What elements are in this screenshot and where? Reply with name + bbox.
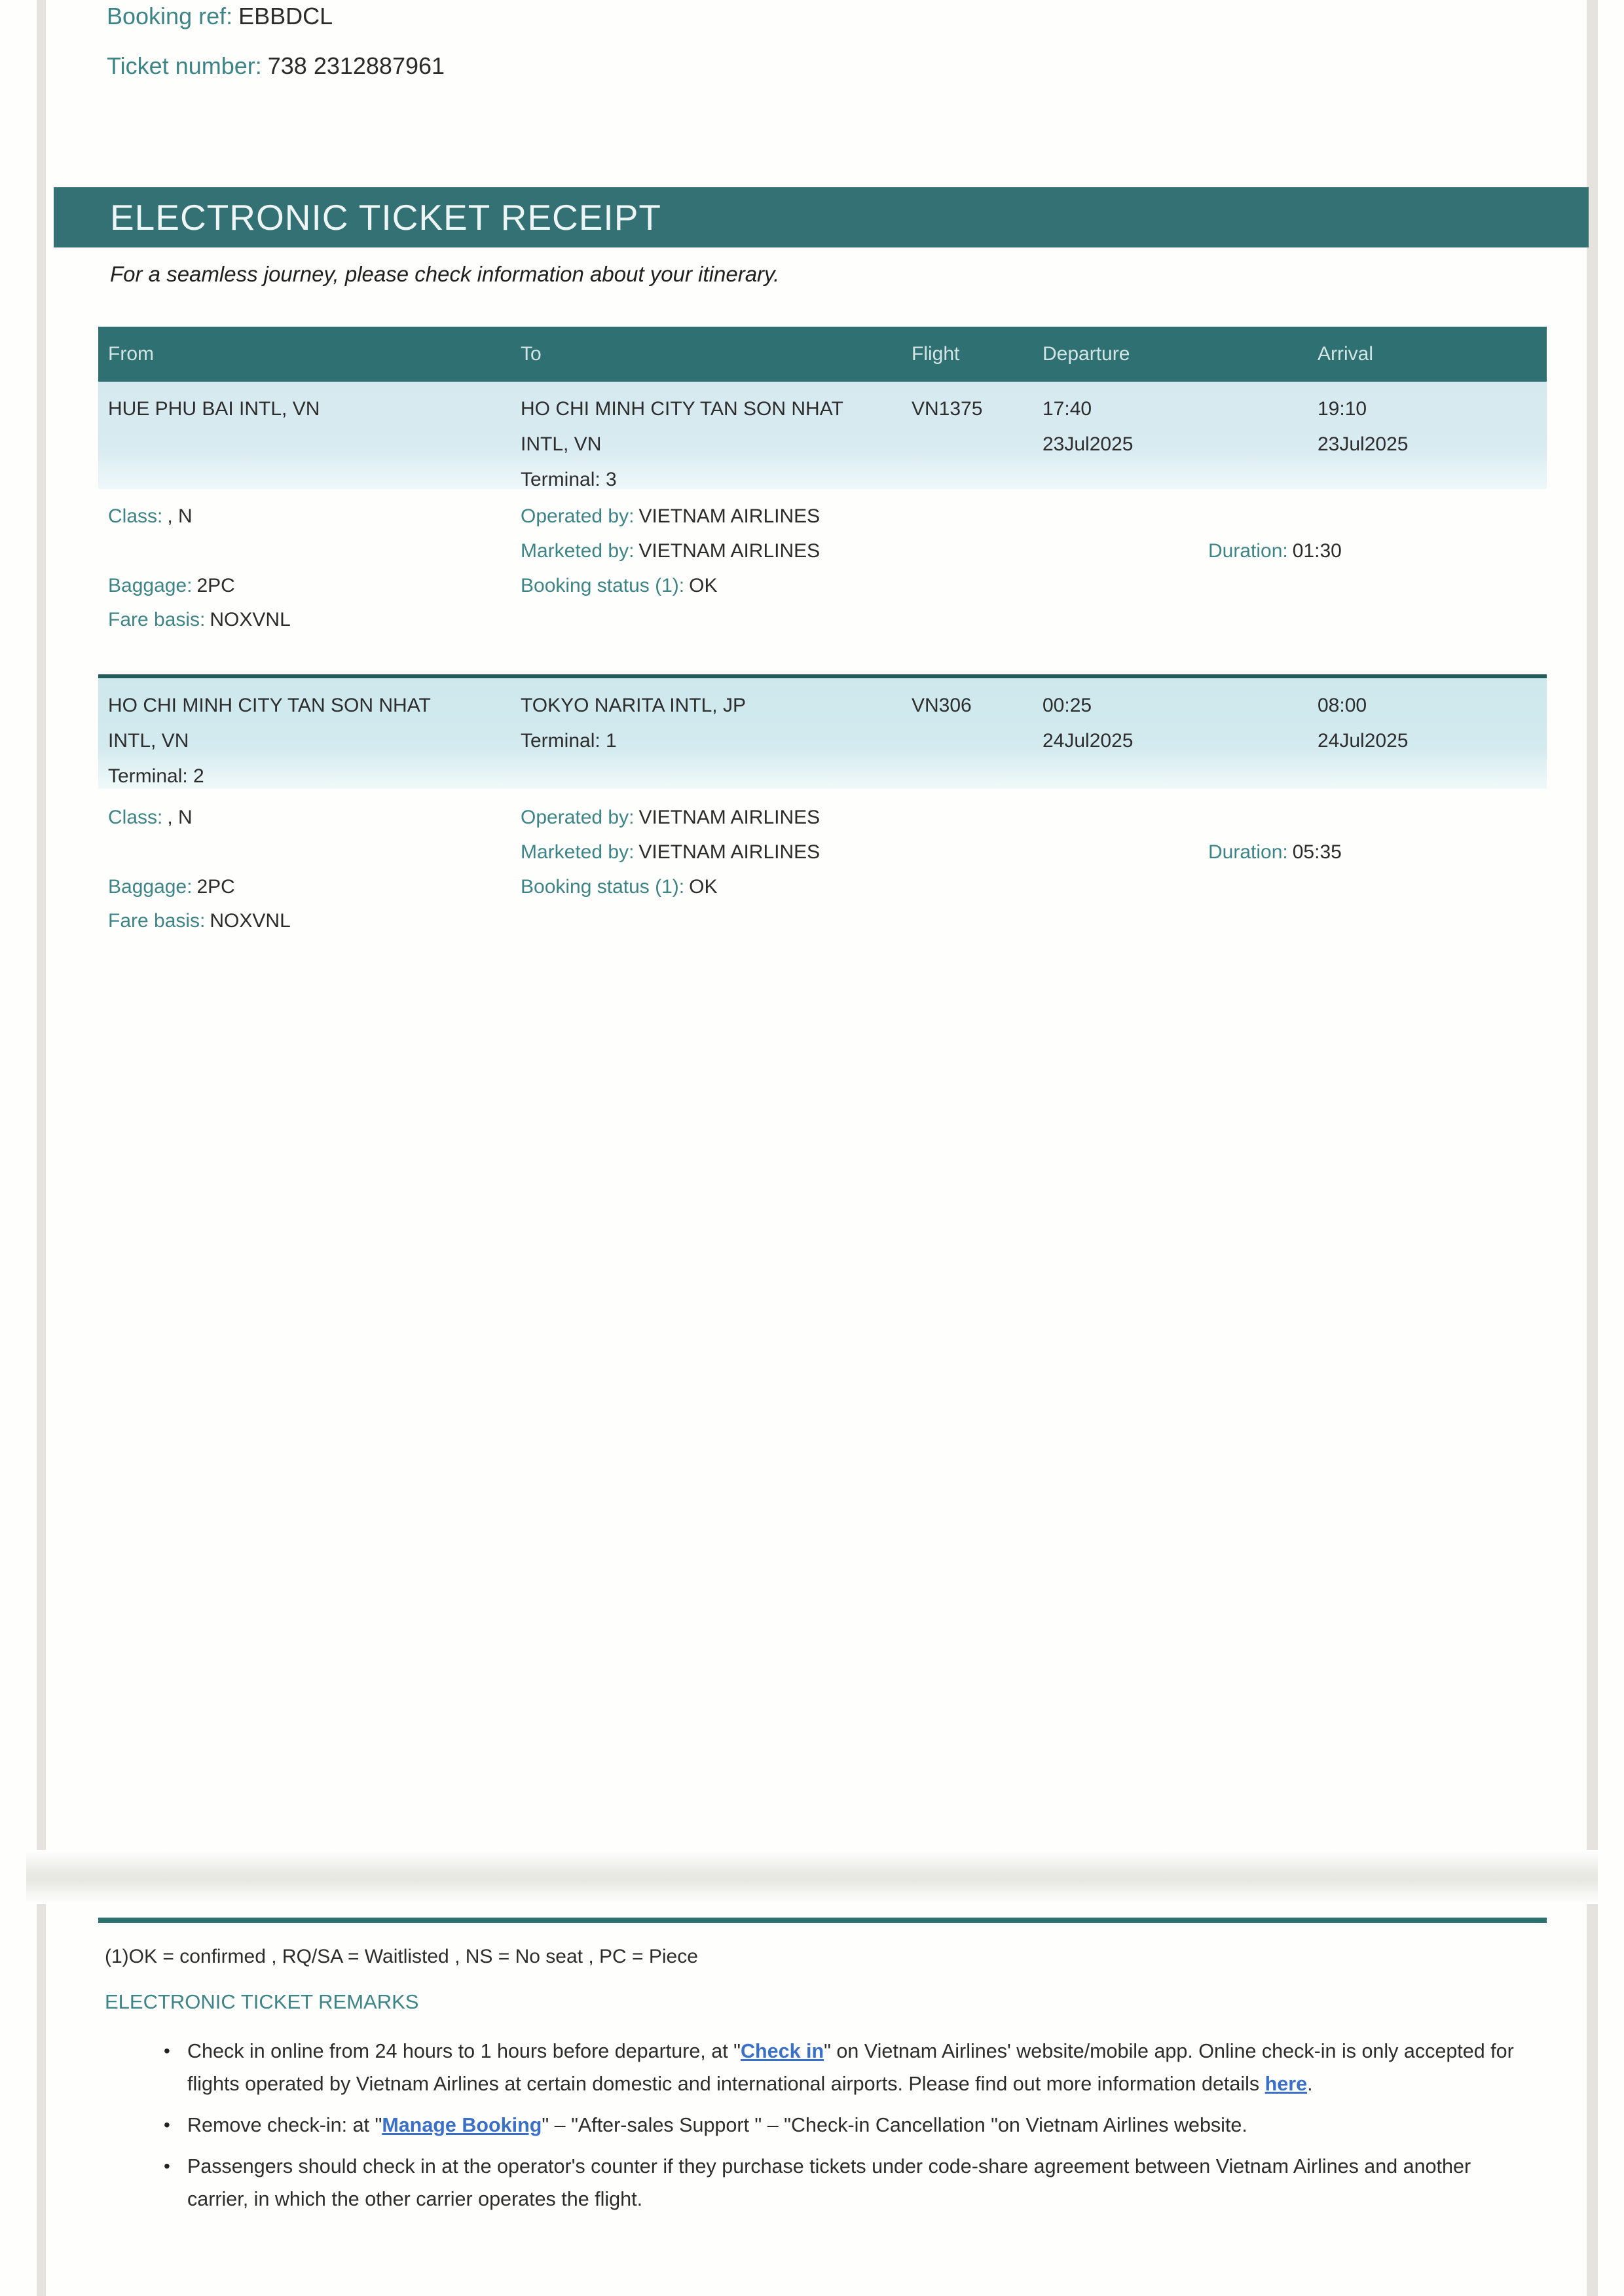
to-airport: HO CHI MINH CITY TAN SON NHAT INTL, VN Terminal: 3 [521, 398, 843, 490]
ticket-number-value: 738 2312887961 [267, 52, 445, 79]
marketed-by-field: Marketed by: VIETNAM AIRLINES [521, 540, 821, 562]
duration-field: Duration: 05:35 [1208, 841, 1342, 863]
booking-status-field: Booking status (1): OK [521, 876, 718, 898]
remarks-list [164, 2035, 1514, 2224]
baggage-field: Baggage: 2PC [108, 575, 235, 596]
ticket-number-label: Ticket number: [107, 52, 262, 79]
baggage-field: Baggage: 2PC [108, 876, 235, 898]
receipt-subtitle: For a seamless journey, please check information about your itinerary. [110, 262, 780, 286]
remark-text: Passengers should check in at the operator's counter if they purchase tickets under code-share agreement between Vietnam Airlines and another carrier, in which the other carrier operates the flight. [187, 2155, 1471, 2210]
departure-datetime: 00:25 24Jul2025 [1043, 695, 1134, 752]
remark-item [164, 2109, 1514, 2141]
scan-fold-shadow [26, 1850, 1598, 1904]
footer-divider-rule [98, 1918, 1547, 1923]
remarks-title: ELECTRONIC TICKET REMARKS [105, 1990, 419, 2013]
departure-datetime: 17:40 23Jul2025 [1043, 398, 1134, 455]
class-field: Class: , N [108, 505, 193, 527]
ticket-number [107, 52, 445, 80]
receipt-title-bar [54, 187, 1589, 247]
arrival-datetime: 19:10 23Jul2025 [1318, 398, 1409, 455]
operated-by-field: Operated by: VIETNAM AIRLINES [521, 807, 821, 828]
from-airport: HUE PHU BAI INTL, VN [108, 398, 320, 420]
manage-booking-link[interactable]: Manage Booking [382, 2114, 542, 2136]
from-airport: HO CHI MINH CITY TAN SON NHAT INTL, VN Terminal: 2 [108, 695, 431, 787]
itinerary-row-segment-2 [98, 678, 1547, 789]
booking-ref-value: EBBDCL [238, 3, 333, 29]
column-header-flight: Flight [912, 343, 960, 365]
scan-page-edge-left [37, 0, 46, 2296]
booking-ref-label: Booking ref: [107, 3, 233, 29]
remark-item [164, 2150, 1514, 2215]
remark-text: Check in online from 24 hours to 1 hours before departure, at "Check in" on Vietnam Airlines' website/mobile app. Online check-in is only accepted for flights operated by Vietnam Airlines at certain domestic and international airports. Please find out more information details here. [187, 2040, 1514, 2095]
column-header-from: From [108, 343, 154, 365]
column-header-departure: Departure [1043, 343, 1130, 365]
itinerary-table-header [98, 327, 1547, 382]
marketed-by-field: Marketed by: VIETNAM AIRLINES [521, 841, 821, 863]
remark-item [164, 2035, 1514, 2100]
flight-number: VN1375 [912, 398, 983, 420]
scan-page-edge-right [1587, 0, 1598, 2296]
arrival-datetime: 08:00 24Jul2025 [1318, 695, 1409, 752]
check-in-link[interactable]: Check in [740, 2040, 824, 2062]
fare-basis-field: Fare basis: NOXVNL [108, 609, 291, 630]
to-airport: TOKYO NARITA INTL, JP Terminal: 1 [521, 695, 746, 752]
bullet-icon: • [164, 2115, 170, 2135]
duration-field: Duration: 01:30 [1208, 540, 1342, 562]
status-legend: (1)OK = confirmed , RQ/SA = Waitlisted , NS = No seat , PC = Piece [105, 1946, 698, 1967]
receipt-title: ELECTRONIC TICKET RECEIPT [110, 197, 661, 238]
fare-basis-field: Fare basis: NOXVNL [108, 910, 291, 932]
here-link[interactable]: here [1264, 2073, 1308, 2095]
flight-number: VN306 [912, 695, 972, 716]
column-header-arrival: Arrival [1318, 343, 1374, 365]
operated-by-field: Operated by: VIETNAM AIRLINES [521, 505, 821, 527]
booking-ref [107, 3, 333, 30]
bullet-icon: • [164, 2156, 170, 2176]
remark-text: Remove check-in: at "Manage Booking" – "After-sales Support " – "Check-in Cancellation "on Vietnam Airlines website. [187, 2114, 1247, 2136]
itinerary-row-segment-1 [98, 382, 1547, 489]
bullet-icon: • [164, 2041, 170, 2061]
booking-status-field: Booking status (1): OK [521, 575, 718, 596]
class-field: Class: , N [108, 807, 193, 828]
column-header-to: To [521, 343, 542, 365]
